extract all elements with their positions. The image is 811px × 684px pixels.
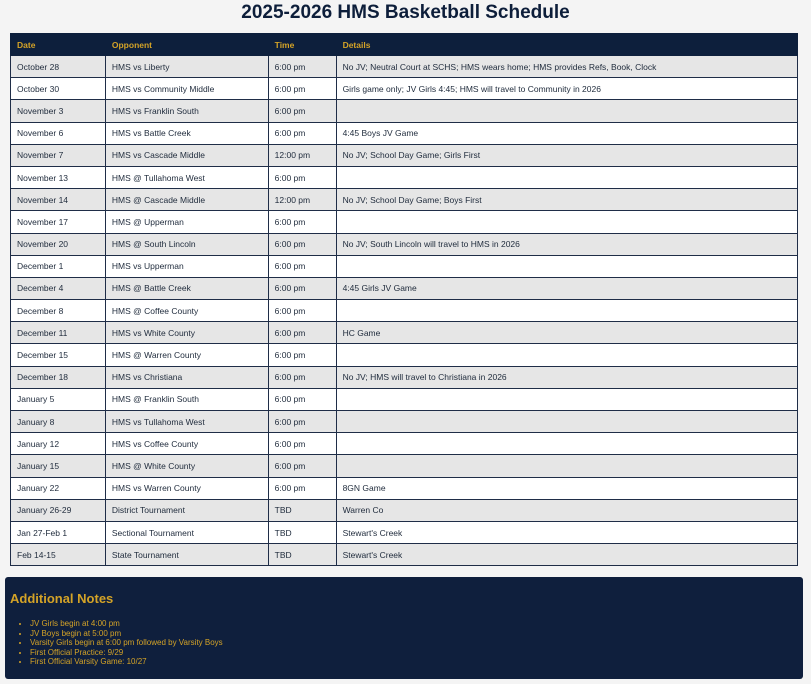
opponent-cell: HMS vs Cascade Middle <box>105 144 268 166</box>
opponent-cell: HMS vs Tullahoma West <box>105 411 268 433</box>
time-cell: 6:00 pm <box>268 433 336 455</box>
details-cell: Stewart's Creek <box>336 544 797 566</box>
time-cell: 6:00 pm <box>268 344 336 366</box>
note-item: • First Official Varsity Game: 10/27 <box>30 657 798 667</box>
date-cell: January 12 <box>11 433 106 455</box>
date-cell: December 8 <box>11 300 106 322</box>
details-cell <box>336 300 797 322</box>
table-row <box>11 499 798 521</box>
note-item: • JV Boys begin at 5:00 pm <box>30 629 798 639</box>
date-cell: November 17 <box>11 211 106 233</box>
table-row <box>11 433 798 455</box>
schedule-body <box>11 56 798 566</box>
details-cell: No JV; South Lincoln will travel to HMS in 2026 <box>336 233 797 255</box>
opponent-cell: HMS vs Liberty <box>105 56 268 78</box>
time-cell: 6:00 pm <box>268 455 336 477</box>
details-cell: 8GN Game <box>336 477 797 499</box>
time-cell: 6:00 pm <box>268 233 336 255</box>
opponent-cell: HMS vs Franklin South <box>105 100 268 122</box>
date-cell: December 15 <box>11 344 106 366</box>
table-row <box>11 233 798 255</box>
table-row <box>11 56 798 78</box>
table-row <box>11 411 798 433</box>
note-item: • First Official Practice: 9/29 <box>30 648 798 658</box>
notes-list <box>10 619 798 667</box>
opponent-cell: District Tournament <box>105 499 268 521</box>
details-cell: No JV; School Day Game; Girls First <box>336 144 797 166</box>
time-cell: 6:00 pm <box>268 322 336 344</box>
details-cell <box>336 344 797 366</box>
time-cell: 6:00 pm <box>268 100 336 122</box>
note-item: • JV Girls begin at 4:00 pm <box>30 619 798 629</box>
time-cell: TBD <box>268 521 336 543</box>
date-cell: November 3 <box>11 100 106 122</box>
time-cell: 6:00 pm <box>268 411 336 433</box>
details-cell <box>336 433 797 455</box>
notes-heading: Additional Notes <box>10 591 114 606</box>
time-cell: TBD <box>268 544 336 566</box>
opponent-cell: HMS @ Coffee County <box>105 300 268 322</box>
time-cell: 6:00 pm <box>268 388 336 410</box>
note-item: • Varsity Girls begin at 6:00 pm followed by Varsity Boys <box>30 638 798 648</box>
details-cell <box>336 166 797 188</box>
date-cell: January 15 <box>11 455 106 477</box>
opponent-cell: HMS @ White County <box>105 455 268 477</box>
table-row <box>11 521 798 543</box>
details-cell: Stewart's Creek <box>336 521 797 543</box>
time-cell: 6:00 pm <box>268 477 336 499</box>
opponent-cell: HMS vs Coffee County <box>105 433 268 455</box>
details-cell <box>336 100 797 122</box>
date-cell: November 13 <box>11 166 106 188</box>
date-cell: Feb 14-15 <box>11 544 106 566</box>
opponent-cell: HMS vs Upperman <box>105 255 268 277</box>
time-cell: 6:00 pm <box>268 300 336 322</box>
table-row <box>11 78 798 100</box>
column-header-details: Details <box>336 34 797 56</box>
time-cell: 6:00 pm <box>268 166 336 188</box>
table-row <box>11 388 798 410</box>
page-title: 2025-2026 HMS Basketball Schedule <box>241 2 570 23</box>
details-cell: No JV; School Day Game; Boys First <box>336 189 797 211</box>
opponent-cell: HMS @ Battle Creek <box>105 277 268 299</box>
table-row <box>11 255 798 277</box>
table-row <box>11 455 798 477</box>
table-row <box>11 189 798 211</box>
table-row <box>11 344 798 366</box>
time-cell: 6:00 pm <box>268 255 336 277</box>
opponent-cell: State Tournament <box>105 544 268 566</box>
table-header-row <box>11 34 798 56</box>
details-cell <box>336 255 797 277</box>
additional-notes-panel <box>5 577 803 679</box>
column-header-opponent: Opponent <box>105 34 268 56</box>
details-cell: HC Game <box>336 322 797 344</box>
details-cell <box>336 388 797 410</box>
time-cell: 12:00 pm <box>268 144 336 166</box>
opponent-cell: HMS vs Warren County <box>105 477 268 499</box>
time-cell: 6:00 pm <box>268 366 336 388</box>
time-cell: 12:00 pm <box>268 189 336 211</box>
time-cell: 6:00 pm <box>268 122 336 144</box>
table-row <box>11 366 798 388</box>
time-cell: 6:00 pm <box>268 78 336 100</box>
date-cell: November 6 <box>11 122 106 144</box>
opponent-cell: HMS @ Cascade Middle <box>105 189 268 211</box>
details-cell: No JV; Neutral Court at SCHS; HMS wears home; HMS provides Refs, Book, Clock <box>336 56 797 78</box>
details-cell: Girls game only; JV Girls 4:45; HMS will travel to Community in 2026 <box>336 78 797 100</box>
date-cell: October 28 <box>11 56 106 78</box>
details-cell <box>336 211 797 233</box>
time-cell: 6:00 pm <box>268 211 336 233</box>
opponent-cell: HMS @ South Lincoln <box>105 233 268 255</box>
time-cell: TBD <box>268 499 336 521</box>
details-cell <box>336 455 797 477</box>
table-row <box>11 100 798 122</box>
opponent-cell: HMS vs Battle Creek <box>105 122 268 144</box>
details-cell <box>336 411 797 433</box>
opponent-cell: HMS vs Community Middle <box>105 78 268 100</box>
date-cell: January 8 <box>11 411 106 433</box>
date-cell: December 11 <box>11 322 106 344</box>
column-header-time: Time <box>268 34 336 56</box>
schedule-table <box>10 33 798 566</box>
opponent-cell: Sectional Tournament <box>105 521 268 543</box>
details-cell: No JV; HMS will travel to Christiana in 2026 <box>336 366 797 388</box>
opponent-cell: HMS vs Christiana <box>105 366 268 388</box>
table-row <box>11 144 798 166</box>
time-cell: 6:00 pm <box>268 56 336 78</box>
table-row <box>11 277 798 299</box>
date-cell: January 5 <box>11 388 106 410</box>
table-row <box>11 544 798 566</box>
table-row <box>11 477 798 499</box>
date-cell: January 22 <box>11 477 106 499</box>
date-cell: November 7 <box>11 144 106 166</box>
details-cell: 4:45 Boys JV Game <box>336 122 797 144</box>
opponent-cell: HMS @ Warren County <box>105 344 268 366</box>
date-cell: January 26-29 <box>11 499 106 521</box>
table-row <box>11 211 798 233</box>
date-cell: Jan 27-Feb 1 <box>11 521 106 543</box>
details-cell: Warren Co <box>336 499 797 521</box>
column-header-date: Date <box>11 34 106 56</box>
table-row <box>11 166 798 188</box>
opponent-cell: HMS vs White County <box>105 322 268 344</box>
table-row <box>11 322 798 344</box>
date-cell: October 30 <box>11 78 106 100</box>
time-cell: 6:00 pm <box>268 277 336 299</box>
opponent-cell: HMS @ Tullahoma West <box>105 166 268 188</box>
date-cell: November 20 <box>11 233 106 255</box>
opponent-cell: HMS @ Upperman <box>105 211 268 233</box>
details-cell: 4:45 Girls JV Game <box>336 277 797 299</box>
table-row <box>11 300 798 322</box>
date-cell: December 1 <box>11 255 106 277</box>
opponent-cell: HMS @ Franklin South <box>105 388 268 410</box>
date-cell: November 14 <box>11 189 106 211</box>
date-cell: December 4 <box>11 277 106 299</box>
date-cell: December 18 <box>11 366 106 388</box>
table-row <box>11 122 798 144</box>
